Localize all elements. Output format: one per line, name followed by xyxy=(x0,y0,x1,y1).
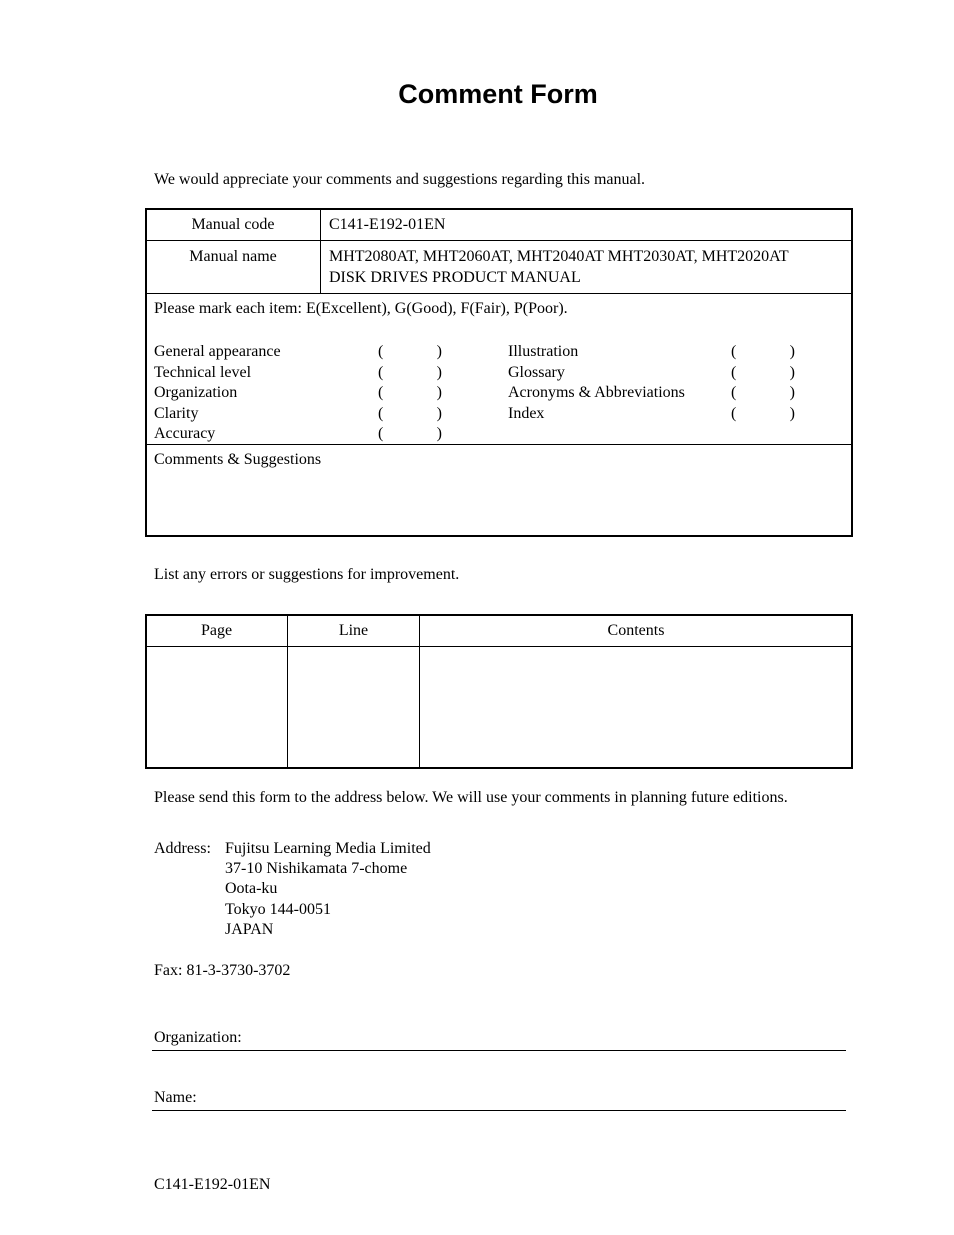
manual-name-value-line1: MHT2080AT, MHT2060AT, MHT2040AT MHT2030AT, MHT2020AT xyxy=(329,248,789,265)
rating-label-clarity: Clarity xyxy=(154,405,199,422)
errors-intro: List any errors or suggestions for improvement. xyxy=(154,566,460,583)
rating-field-glossary[interactable]: ( ) xyxy=(731,364,795,381)
contents-cell[interactable] xyxy=(422,650,850,766)
name-label: Name: xyxy=(154,1089,197,1106)
divider xyxy=(320,209,321,293)
page-cell[interactable] xyxy=(148,650,285,766)
manual-name-label: Manual name xyxy=(189,248,277,265)
rating-field-acronyms[interactable]: ( ) xyxy=(731,384,795,401)
divider xyxy=(146,293,852,294)
comments-label: Comments & Suggestions xyxy=(154,451,322,468)
rating-label-accuracy: Accuracy xyxy=(154,425,216,442)
manual-code-value: C141-E192-01EN xyxy=(329,216,446,233)
address-line: Tokyo 144-0051 xyxy=(225,901,331,918)
rating-field-general-appearance[interactable]: ( ) xyxy=(378,343,442,360)
divider xyxy=(146,444,852,445)
manual-code-label: Manual code xyxy=(191,216,275,233)
rating-field-clarity[interactable]: ( ) xyxy=(378,405,442,422)
rating-field-organization[interactable]: ( ) xyxy=(378,384,442,401)
column-header-page: Page xyxy=(200,622,233,639)
rating-label-organization: Organization xyxy=(154,384,238,401)
send-instructions: Please send this form to the address below. We will use your comments in planning future editions. xyxy=(154,789,788,806)
divider xyxy=(146,240,852,241)
address-line: Oota-ku xyxy=(225,880,278,897)
name-field[interactable] xyxy=(152,1110,846,1111)
address-line: JAPAN xyxy=(225,921,274,938)
organization-label: Organization: xyxy=(154,1029,242,1046)
mark-instruction: Please mark each item: E(Excellent), G(Good), F(Fair), P(Poor). xyxy=(154,300,568,317)
rating-label-technical-level: Technical level xyxy=(154,364,252,381)
page-title: Comment Form xyxy=(398,79,598,109)
address-line: 37-10 Nishikamata 7-chome xyxy=(225,860,408,877)
rating-label-general-appearance: General appearance xyxy=(154,343,281,360)
intro-text: We would appreciate your comments and suggestions regarding this manual. xyxy=(154,171,646,188)
fax-number: Fax: 81-3-3730-3702 xyxy=(154,962,291,979)
column-header-contents: Contents xyxy=(607,622,665,639)
column-header-line: Line xyxy=(338,622,369,639)
rating-label-index: Index xyxy=(508,405,545,422)
rating-field-index[interactable]: ( ) xyxy=(731,405,795,422)
rating-field-technical-level[interactable]: ( ) xyxy=(378,364,442,381)
comments-field[interactable] xyxy=(150,475,848,533)
rating-label-glossary: Glossary xyxy=(508,364,565,381)
address-line: Fujitsu Learning Media Limited xyxy=(225,840,431,857)
organization-field[interactable] xyxy=(152,1050,846,1051)
rating-field-illustration[interactable]: ( ) xyxy=(731,343,795,360)
footer-manual-code: C141-E192-01EN xyxy=(154,1176,271,1193)
address-label: Address: xyxy=(154,840,211,857)
divider xyxy=(146,646,852,647)
rating-label-illustration: Illustration xyxy=(508,343,579,360)
rating-field-accuracy[interactable]: ( ) xyxy=(378,425,442,442)
rating-label-acronyms: Acronyms & Abbreviations xyxy=(508,384,685,401)
manual-name-value-line2: DISK DRIVES PRODUCT MANUAL xyxy=(329,269,581,286)
line-cell[interactable] xyxy=(290,650,417,766)
